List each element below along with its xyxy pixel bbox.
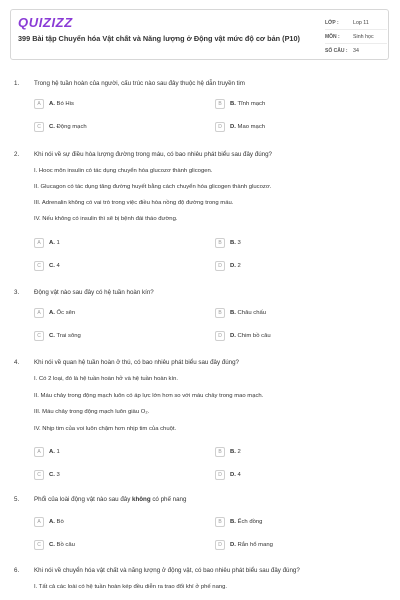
meta-row-subject <box>325 30 387 44</box>
statement-4: IV. Nhịp tim của voi luôn chậm hơn nhịp tim của chuột. <box>34 426 177 432</box>
option-letter-box: C <box>34 261 44 271</box>
option-c[interactable]: C C. Bồ câu <box>34 539 75 551</box>
option-b[interactable]: B B. 2 <box>215 446 241 458</box>
option-a[interactable]: A A. 1 <box>34 237 60 249</box>
meta-row-count <box>325 44 387 57</box>
option-letter-box: C <box>34 470 44 480</box>
option-letter-box: B <box>215 517 225 527</box>
question-number: 5. <box>14 496 20 503</box>
option-c[interactable]: C C. 3 <box>34 469 60 481</box>
option-letter-box: A <box>34 517 44 527</box>
option-letter-box: D <box>215 470 225 480</box>
emphasis-not: không <box>132 496 151 503</box>
question-text: Khi nói về chuyển hóa vật chất và năng lượng ở động vật, có bao nhiêu phát biểu sau đây đúng? <box>34 567 300 574</box>
option-letter-box: B <box>215 308 225 318</box>
question-number: 6. <box>14 567 20 574</box>
option-d[interactable]: D D. Rắn hổ mang <box>215 539 273 551</box>
option-letter-box: A <box>34 99 44 109</box>
option-letter-box: A <box>34 238 44 248</box>
meta-key-class: LỚP : <box>325 19 339 26</box>
option-b[interactable]: B B. Tĩnh mạch <box>215 98 265 110</box>
option-b[interactable]: B B. 3 <box>215 237 241 249</box>
option-letter-box: A <box>34 447 44 457</box>
option-d[interactable]: D D. Chim bồ câu <box>215 330 271 342</box>
meta-value-count: 34 <box>353 47 359 54</box>
question-text: Phổi của loài động vật nào sau đây không có phế nang <box>34 496 187 503</box>
option-letter-box: C <box>34 540 44 550</box>
meta-key-count: SỐ CÂU : <box>325 47 348 54</box>
statement-1: I. Tất cả các loài có hệ tuần hoàn kép đều diễn ra trao đổi khí ở phế nang. <box>34 584 228 590</box>
statement-4: IV. Nếu không có insulin thì sẽ bị bệnh đái tháo đường. <box>34 216 178 222</box>
question-number: 1. <box>14 80 20 87</box>
question-text: Khi nói về quan hệ tuần hoàn ở thú, có bao nhiêu phát biểu sau đây đúng? <box>34 359 239 366</box>
option-letter-box: D <box>215 540 225 550</box>
statement-2: II. Máu chảy trong động mạch luôn có áp lực lớn hơn so với máu chảy trong mao mạch. <box>34 393 264 399</box>
question-number: 3. <box>14 289 20 296</box>
option-letter-box: B <box>215 99 225 109</box>
statement-3: III. Máu chảy trong động mạch luôn giàu O₂. <box>34 409 150 415</box>
question-text: Trong hệ tuần hoàn của người, cấu trúc nào sau đây thuộc hệ dẫn truyền tim <box>34 80 245 87</box>
meta-value-class: Lop 11 <box>353 19 369 26</box>
option-a[interactable]: A A. Ốc sên <box>34 307 75 319</box>
question-text: Khi nói về sự điều hòa lượng đường trong máu, có bao nhiêu phát biểu sau đây đúng? <box>34 151 272 158</box>
option-c[interactable]: C C. 4 <box>34 260 60 272</box>
option-a[interactable]: A A. Bò <box>34 516 64 528</box>
meta-row-class <box>325 16 387 30</box>
question-number: 2. <box>14 151 20 158</box>
option-letter-box: D <box>215 261 225 271</box>
option-d[interactable]: D D. 2 <box>215 260 241 272</box>
statement-1: I. Hooc môn insulin có tác dụng chuyển hóa glucozơ thành glicogen. <box>34 168 213 174</box>
statement-1: I. Có 2 loại, đó là hệ tuần hoàn hở và hệ tuần hoàn kín. <box>34 376 179 382</box>
meta-key-subject: MÔN : <box>325 33 340 40</box>
statement-2: II. Glucagon có tác dụng tăng đường huyết bằng cách chuyển hóa glicogen thành glucozơ. <box>34 184 272 190</box>
meta-value-subject: Sinh học <box>353 33 374 40</box>
worksheet-header <box>10 9 389 60</box>
option-d[interactable]: D D. Mao mạch <box>215 121 265 133</box>
quizizz-logo: QUIZIZZ <box>18 15 73 30</box>
worksheet-title: 399 Bài tập Chuyển hóa Vật chất và Năng lượng ở Động vật mức độ cơ bản (P10) <box>18 34 300 43</box>
option-letter-box: D <box>215 122 225 132</box>
option-letter-box: B <box>215 238 225 248</box>
option-letter-box: C <box>34 122 44 132</box>
option-c[interactable]: C C. Trai sông <box>34 330 81 342</box>
option-letter-box: C <box>34 331 44 341</box>
option-c[interactable]: C C. Động mạch <box>34 121 87 133</box>
option-d[interactable]: D D. 4 <box>215 469 241 481</box>
option-b[interactable]: B B. Ếch đồng <box>215 516 262 528</box>
option-letter-box: A <box>34 308 44 318</box>
option-b[interactable]: B B. Châu chấu <box>215 307 266 319</box>
option-a[interactable]: A A. 1 <box>34 446 60 458</box>
option-a[interactable]: A A. Bó His <box>34 98 74 110</box>
question-number: 4. <box>14 359 20 366</box>
question-text: Động vật nào sau đây có hệ tuần hoàn kín? <box>34 289 154 296</box>
statement-3: III. Adrenalin không có vai trò trong việc điều hòa nồng độ đường trong máu. <box>34 200 234 206</box>
option-letter-box: D <box>215 331 225 341</box>
option-letter-box: B <box>215 447 225 457</box>
worksheet-meta <box>325 16 387 57</box>
